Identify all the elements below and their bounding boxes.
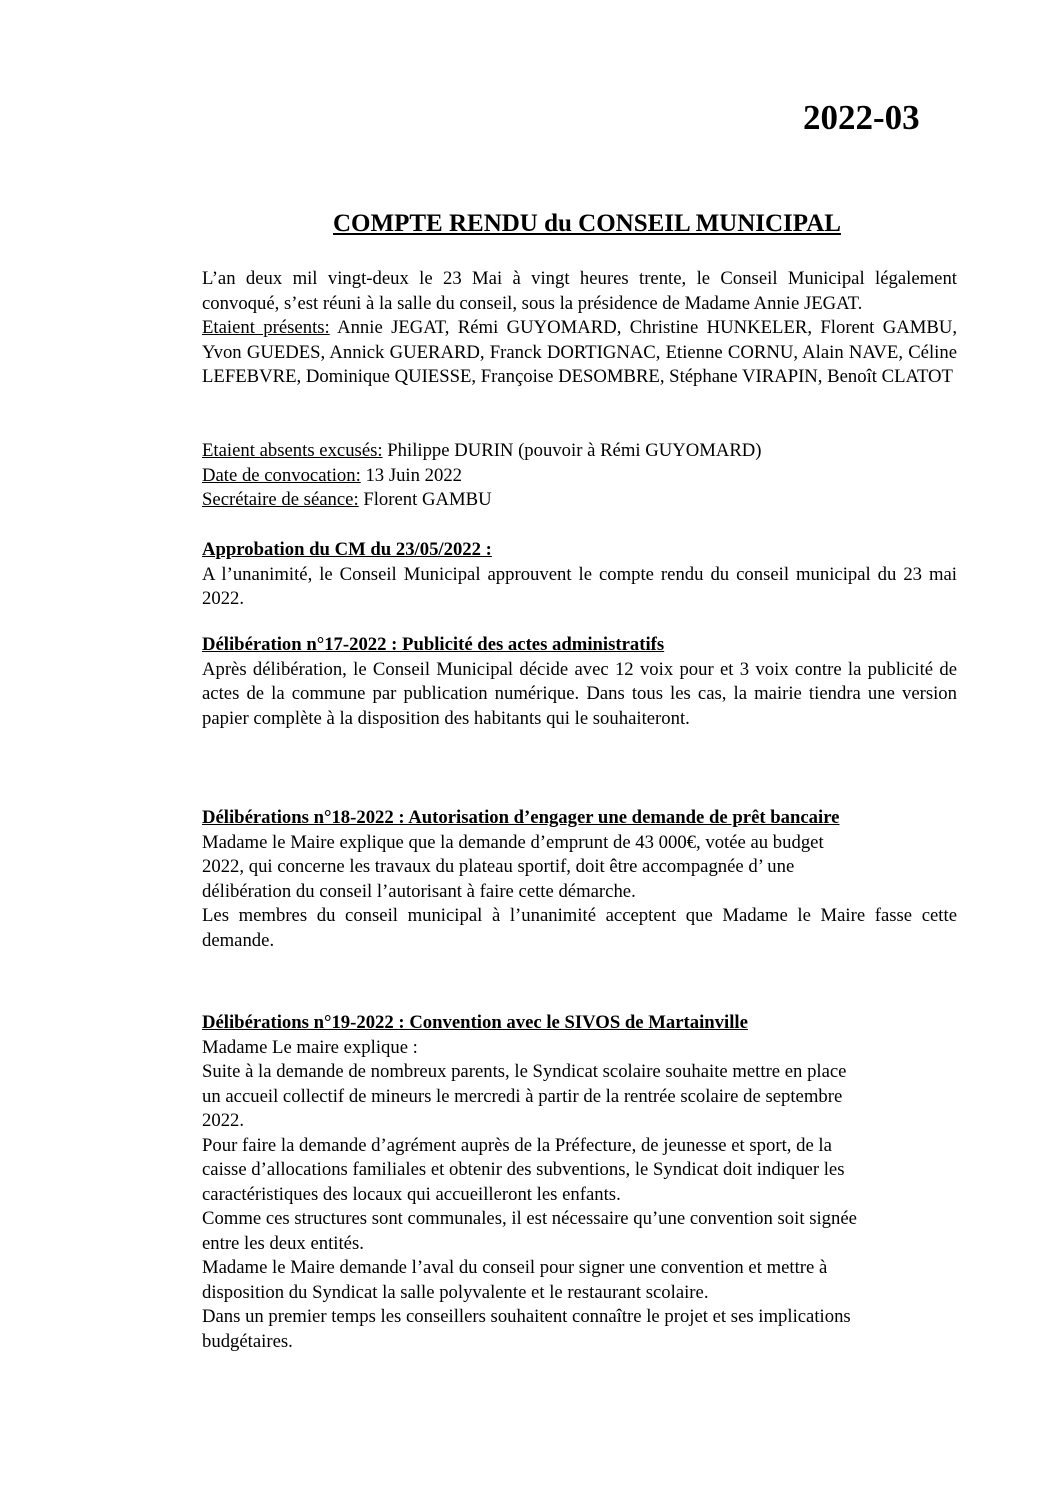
section-text: A l’unanimité, le Conseil Municipal approuvent le compte rendu du conseil municipal du 23 mai 2022.	[202, 563, 957, 609]
section-line: caisse d’allocations familiales et obtenir des subventions, le Syndicat doit indiquer les	[202, 1159, 845, 1180]
section-line: Pour faire la demande d’agrément auprès de la Préfecture, de jeunesse et sport, de la	[202, 1134, 832, 1156]
attendees-present	[202, 316, 957, 390]
secretary-value: Florent GAMBU	[358, 489, 492, 510]
section-line: délibération du conseil l’autorisant à faire cette démarche.	[202, 880, 636, 902]
absent-list: Philippe DURIN (pouvoir à Rémi GUYOMARD)	[382, 440, 762, 461]
convocation-label: Date de convocation:	[202, 464, 361, 486]
section-heading: Délibération n°17-2022 : Publicité des actes administratifs	[202, 634, 665, 655]
section-line: budgétaires.	[202, 1330, 293, 1352]
convocation-date	[202, 464, 957, 489]
document-title: COMPTE RENDU du CONSEIL MUNICIPAL	[333, 210, 841, 237]
section-line: disposition du Syndicat la salle polyvalente et le restaurant scolaire.	[202, 1281, 709, 1303]
section-line: Madame le Maire demande l’aval du conseil pour signer une convention et mettre à	[202, 1257, 828, 1278]
absent-label: Etaient absents excusés:	[202, 440, 383, 461]
section-heading: Délibérations n°19-2022 : Convention avec le SIVOS de Martainville	[202, 1012, 748, 1033]
section-line: caractéristiques des locaux qui accueilleront les enfants.	[202, 1183, 621, 1205]
section-line: Madame le Maire explique que la demande d’emprunt de 43 000€, votée au budget	[202, 831, 824, 853]
attendees-absent	[202, 439, 957, 464]
section-heading: Délibérations n°18-2022 : Autorisation d’engager une demande de prêt bancaire	[202, 807, 840, 828]
section-line: 2022.	[202, 1110, 245, 1131]
present-label: Etaient présents:	[202, 317, 330, 338]
intro-block	[202, 267, 957, 390]
section-line: Comme ces structures sont communales, il est nécessaire qu’une convention soit signée	[202, 1208, 857, 1229]
section-text: Les membres du conseil municipal à l’unanimité acceptent que Madame le Maire fasse cette demande.	[202, 905, 957, 951]
convocation-value: 13 Juin 2022	[360, 464, 463, 486]
section-line: Dans un premier temps les conseillers souhaitent connaître le projet et ses implications	[202, 1306, 851, 1327]
section-delib-18	[202, 806, 957, 953]
intro-details	[202, 439, 957, 513]
section-line: un accueil collectif de mineurs le mercredi à partir de la rentrée scolaire de septembre	[202, 1085, 843, 1107]
section-text: Après délibération, le Conseil Municipal décide avec 12 voix pour et 3 voix contre la publicité de actes de la commune par publication numérique. Dans tous les cas, la mairie tiendra une version papier complète à la disposition des habitants qui le souhaiteront.	[202, 658, 957, 729]
section-line: Suite à la demande de nombreux parents, le Syndicat scolaire souhaite mettre en place	[202, 1061, 847, 1082]
section-delib-17	[202, 633, 957, 731]
section-delib-19	[202, 1011, 957, 1354]
intro-opening: L’an deux mil vingt-deux le 23 Mai à vingt heures trente, le Conseil Municipal légalement convoqué, s’est réuni à la salle du conseil, sous la présidence de Madame Annie JEGAT.	[202, 268, 957, 314]
section-line: 2022, qui concerne les travaux du plateau sportif, doit être accompagnée d’ une	[202, 856, 795, 877]
present-list: Annie JEGAT, Rémi GUYOMARD, Christine HUNKELER, Florent GAMBU, Yvon GUEDES, Annick GUERARD, Franck DORTIGNAC, Etienne CORNU, Alain NAVE, Céline LEFEBVRE, Dominique QUIESSE, Françoise DESOMBRE, Stéphane VIRAPIN, Benoît CLATOT	[202, 317, 957, 387]
section-heading: Approbation du CM du 23/05/2022 :	[202, 539, 492, 560]
section-line: entre les deux entités.	[202, 1232, 364, 1254]
secretary-label: Secrétaire de séance:	[202, 489, 359, 510]
section-approval	[202, 538, 957, 612]
section-line: Madame Le maire explique :	[202, 1036, 418, 1058]
document-number: 2022-03	[803, 98, 920, 137]
session-secretary	[202, 488, 957, 513]
